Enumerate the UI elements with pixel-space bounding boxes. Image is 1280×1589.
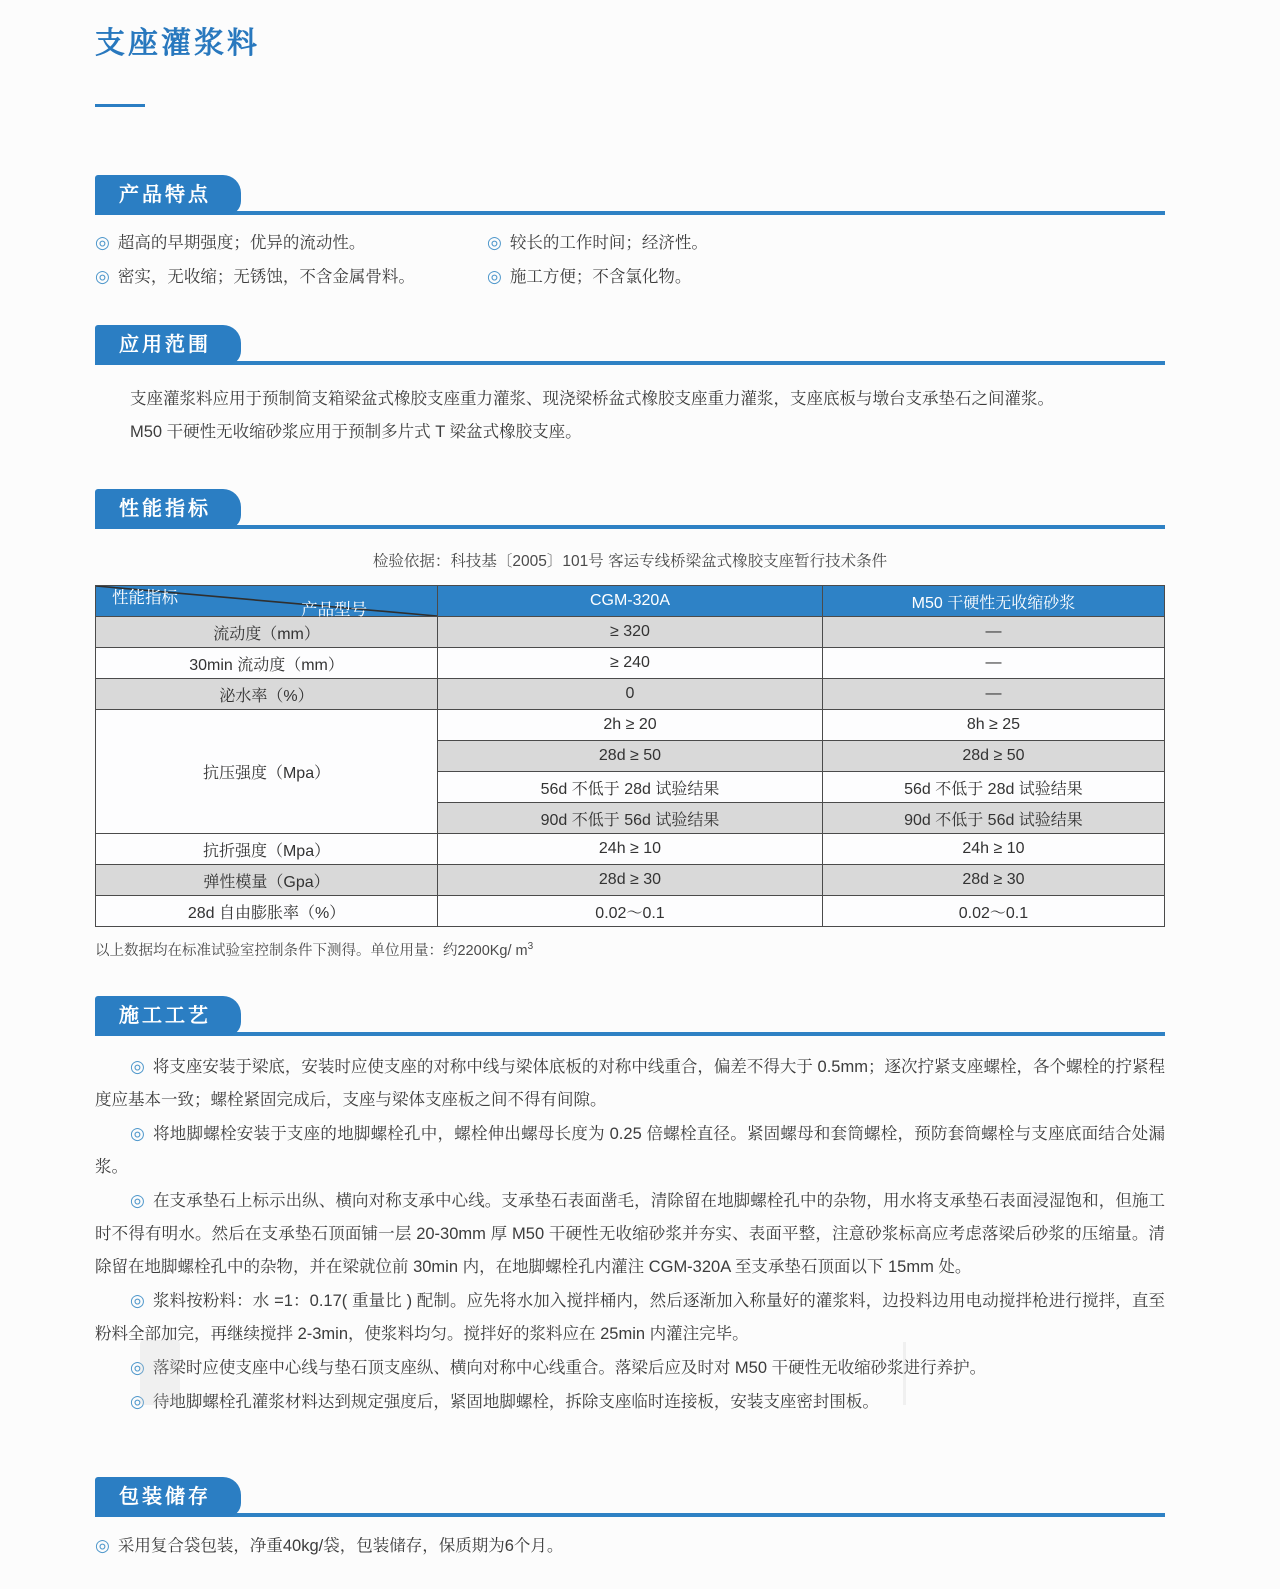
ring-bullet-icon: ◎ (130, 1191, 145, 1210)
construction-body (95, 1050, 1165, 1419)
ring-bullet-icon: ◎ (130, 1124, 146, 1143)
section-head-construction (95, 994, 1165, 1036)
row-label-compressive-strength: 抗压强度（Mpa） (96, 710, 438, 834)
ring-bullet-icon: ◎ (487, 267, 502, 286)
section-tab-construction: 施工工艺 (95, 996, 241, 1036)
cell-value: — (822, 648, 1164, 679)
features-list (95, 231, 1165, 289)
table-row (96, 617, 1165, 648)
ring-bullet-icon: ◎ (95, 233, 110, 252)
packaging-item: 采用复合袋包装，净重40kg/袋，包装储存，保质期为6个月。 (117, 1537, 564, 1555)
cell-value: — (822, 679, 1164, 710)
section-tab-performance: 性能指标 (95, 489, 241, 529)
section-tab-application: 应用范围 (95, 325, 241, 365)
section-rule (95, 1513, 1165, 1517)
section-head-features (95, 173, 1165, 215)
diagonal-header-cell (96, 586, 438, 617)
cell-value: 0 (438, 679, 823, 710)
packaging-text (95, 1533, 1165, 1559)
column-header: CGM-320A (438, 586, 823, 617)
feature-item (95, 231, 487, 255)
construction-step (95, 1184, 1165, 1284)
row-label: 30min 流动度（mm） (96, 648, 438, 679)
construction-step (95, 1385, 1165, 1419)
cell-value: 28d ≥ 30 (822, 865, 1164, 896)
feature-text: 施工方便；不含氯化物。 (509, 268, 692, 286)
cell-value: ≥ 240 (438, 648, 823, 679)
ring-bullet-icon: ◎ (130, 1057, 145, 1076)
table-row (96, 679, 1165, 710)
ring-bullet-icon: ◎ (95, 267, 110, 286)
cell-value: 0.02～0.1 (822, 896, 1164, 927)
cell-value: 24h ≥ 10 (438, 834, 823, 865)
cell-value: 90d 不低于 56d 试验结果 (438, 803, 823, 834)
cell-value: 56d 不低于 28d 试验结果 (438, 772, 823, 803)
section-tab-packaging: 包装储存 (95, 1477, 241, 1517)
table-footnote (95, 939, 1165, 960)
section-head-performance (95, 487, 1165, 529)
cell-value: 2h ≥ 20 (438, 710, 823, 741)
title-underline (95, 104, 145, 107)
table-header-row (96, 586, 1165, 617)
cell-value: 28d ≥ 50 (822, 741, 1164, 772)
row-label: 弹性模量（Gpa） (96, 865, 438, 896)
step-text: 浆料按粉料：水 =1：0.17( 重量比 ) 配制。应先将水加入搅拌桶内，然后逐渐加入称量好的灌浆料，边投料边用电动搅拌枪进行搅拌，直至粉料全部加完，再继续搅拌 2-3min，使浆料均匀。搅拌好的浆料应在 25min 内灌注完毕。 (95, 1292, 1165, 1343)
table-row (96, 896, 1165, 927)
table-row (96, 710, 1165, 741)
application-text (95, 383, 1165, 449)
section-rule (95, 211, 1165, 215)
row-label: 28d 自由膨胀率（%） (96, 896, 438, 927)
footnote-superscript: 3 (527, 941, 534, 953)
ring-bullet-icon: ◎ (130, 1392, 145, 1411)
footnote-text: 以上数据均在标准试验室控制条件下测得。单位用量：约2200Kg/ m (95, 943, 528, 959)
table-row (96, 648, 1165, 679)
section-tab-features: 产品特点 (95, 175, 241, 215)
section-rule (95, 1032, 1165, 1036)
construction-step (95, 1050, 1165, 1117)
feature-item (487, 231, 1165, 255)
corner-label-product-model: 产品型号 (301, 601, 368, 619)
ring-bullet-icon: ◎ (95, 1536, 110, 1555)
section-head-packaging (95, 1475, 1165, 1517)
ring-bullet-icon: ◎ (487, 233, 502, 252)
table-row (96, 834, 1165, 865)
application-line: 支座灌浆料应用于预制简支箱梁盆式橡胶支座重力灌浆、现浇梁桥盆式橡胶支座重力灌浆，支座底板与墩台支承垫石之间灌浆。 (130, 390, 1054, 408)
feature-item (487, 265, 1165, 289)
feature-text: 超高的早期强度；优异的流动性。 (117, 234, 366, 252)
cell-value: 0.02～0.1 (438, 896, 823, 927)
cell-value: — (822, 617, 1164, 648)
step-text: 落梁时应使支座中心线与垫石顶支座纵、横向对称中心线重合。落梁后应及时对 M50 干硬性无收缩砂浆进行养护。 (152, 1359, 987, 1377)
feature-text: 密实，无收缩；无锈蚀，不含金属骨料。 (117, 268, 415, 286)
page-title: 支座灌浆料 (95, 27, 260, 60)
application-line: M50 干硬性无收缩砂浆应用于预制多片式 T 梁盆式橡胶支座。 (130, 423, 582, 441)
construction-step (95, 1117, 1165, 1184)
cell-value: 90d 不低于 56d 试验结果 (822, 803, 1164, 834)
test-basis-line: 检验依据：科技基〔2005〕101号 客运专线桥梁盆式橡胶支座暂行技术条件 (372, 553, 888, 570)
step-text: 在支承垫石上标示出纵、横向对称支承中心线。支承垫石表面凿毛，清除留在地脚螺栓孔中的杂物，用水将支承垫石表面浸湿饱和，但施工时不得有明水。然后在支承垫石顶面铺一层 20-30mm 厚 M50 干硬性无收缩砂浆并夯实、表面平整，注意砂浆标高应考虑落梁后砂浆的压缩量。清除留在地脚螺栓孔中的杂物，并在梁就位前 30min 内，在地脚螺栓孔内灌注 CGM-320A 至支承垫石顶面以下 15mm 处。 (95, 1192, 1166, 1276)
section-rule (95, 525, 1165, 529)
ring-bullet-icon: ◎ (130, 1291, 145, 1310)
performance-table (95, 585, 1165, 927)
row-label: 泌水率（%） (96, 679, 438, 710)
step-text: 将支座安装于梁底，安装时应使支座的对称中线与梁体底板的对称中线重合，偏差不得大于 0.5mm；逐次拧紧支座螺栓，各个螺栓的拧紧程度应基本一致；螺栓紧固完成后，支座与梁体支座板之间不得有间隙。 (95, 1058, 1165, 1109)
step-text: 待地脚螺栓孔灌浆材料达到规定强度后，紧固地脚螺栓，拆除支座临时连接板，安装支座密封围板。 (152, 1393, 879, 1411)
construction-step (95, 1351, 1165, 1385)
cell-value: 28d ≥ 30 (438, 865, 823, 896)
row-label: 流动度（mm） (96, 617, 438, 648)
feature-text: 较长的工作时间；经济性。 (509, 234, 708, 252)
table-row (96, 865, 1165, 896)
section-rule (95, 361, 1165, 365)
feature-item (95, 265, 487, 289)
section-head-application (95, 323, 1165, 365)
cell-value: 56d 不低于 28d 试验结果 (822, 772, 1164, 803)
step-text: 将地脚螺栓安装于支座的地脚螺栓孔中，螺栓伸出螺母长度为 0.25 倍螺栓直径。紧固螺母和套筒螺栓，预防套筒螺栓与支座底面结合处漏浆。 (95, 1125, 1165, 1176)
cell-value: 8h ≥ 25 (822, 710, 1164, 741)
ring-bullet-icon: ◎ (130, 1358, 145, 1377)
cell-value: 24h ≥ 10 (822, 834, 1164, 865)
cell-value: 28d ≥ 50 (438, 741, 823, 772)
cell-value: ≥ 320 (438, 617, 823, 648)
corner-label-performance-index: 性能指标 (112, 589, 178, 607)
construction-step (95, 1284, 1165, 1351)
column-header: M50 干硬性无收缩砂浆 (822, 586, 1164, 617)
row-label: 抗折强度（Mpa） (96, 834, 438, 865)
